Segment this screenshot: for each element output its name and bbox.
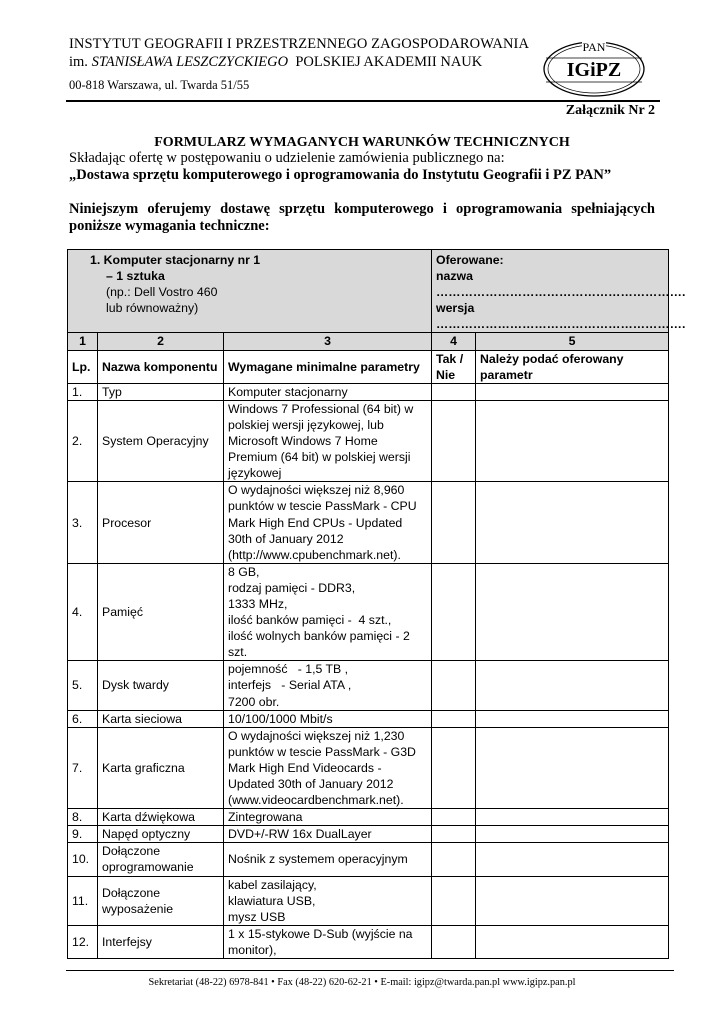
param-line: ilość wolnych banków pamięci - 2 szt. (228, 629, 414, 660)
param-line: klawiatura USB, (228, 893, 316, 908)
patron-prefix: im. (69, 54, 92, 70)
param-line: rodzaj pamięci - DDR3, (228, 580, 356, 595)
row-yes-no-field[interactable] (432, 925, 476, 958)
row-yes-no-field[interactable] (432, 482, 476, 563)
table-row (68, 843, 669, 876)
row-yes-no-field[interactable] (432, 809, 476, 826)
logo-pan-text: PAN (582, 40, 606, 54)
row-yes-no-field[interactable] (432, 727, 476, 808)
row-required-params: 10/100/1000 Mbit/s (224, 710, 432, 727)
offered-label: Oferowane: (436, 253, 504, 267)
table-row (68, 876, 669, 925)
row-component-name: Interfejsy (98, 925, 224, 958)
row-lp: 8. (68, 809, 98, 826)
param-line: interfejs - Serial ATA , (228, 678, 352, 693)
row-lp: 3. (68, 482, 98, 563)
row-yes-no-field[interactable] (432, 843, 476, 876)
item-quantity: – 1 sztuka (106, 269, 165, 284)
col-number-3: 3 (224, 333, 432, 350)
row-component-name: System Operacyjny (98, 400, 224, 481)
row-offered-param-field[interactable] (476, 710, 669, 727)
row-component-name: Dysk twardy (98, 661, 224, 710)
institute-patron (69, 54, 482, 71)
table-row (68, 925, 669, 958)
row-yes-no-field[interactable] (432, 876, 476, 925)
row-yes-no-field[interactable] (432, 826, 476, 843)
row-yes-no-field[interactable] (432, 400, 476, 481)
row-lp: 7. (68, 727, 98, 808)
row-required-params: Nośnik z systemem operacyjnym (224, 843, 432, 876)
row-required-params: DVD+/-RW 16x DualLayer (224, 826, 432, 843)
igipz-logo (542, 38, 646, 98)
table-row (68, 661, 669, 710)
row-component-name: Napęd optyczny (98, 826, 224, 843)
row-component-name: Typ (98, 383, 224, 400)
row-offered-param-field[interactable] (476, 563, 669, 661)
item-example: (np.: Dell Vostro 460 (106, 285, 218, 300)
table-row (68, 482, 669, 563)
table-row (68, 727, 669, 808)
col-number-5: 5 (476, 333, 669, 350)
row-yes-no-field[interactable] (432, 563, 476, 661)
row-offered-param-field[interactable] (476, 482, 669, 563)
row-lp: 11. (68, 876, 98, 925)
row-component-name: Dołączone wyposażenie (98, 876, 224, 925)
offer-statement: Niniejszym oferujemy dostawę sprzętu komputerowego i oprogramowania spełniających poniższe wymagania techniczne: (69, 201, 655, 234)
row-lp: 12. (68, 925, 98, 958)
row-component-name: Karta dźwiękowa (98, 809, 224, 826)
item-title: 1. Komputer stacjonarny nr 1 (90, 253, 261, 267)
row-required-params: Komputer stacjonarny (224, 383, 432, 400)
col-number-4: 4 (432, 333, 476, 350)
table-row (68, 383, 669, 400)
row-offered-param-field[interactable] (476, 876, 669, 925)
intro-line: Składając ofertę w postępowaniu o udzielenie zamówienia publicznego na: (69, 150, 505, 166)
offered-version-field[interactable]: wersja ……………………………………………………. (436, 301, 686, 332)
logo-igipz-text: IGiPZ (566, 59, 622, 81)
header-rule (66, 100, 660, 102)
row-required-params (224, 661, 432, 710)
requirements-rows (68, 383, 669, 958)
table-row (68, 710, 669, 727)
item-description-cell (68, 250, 432, 333)
row-lp: 5. (68, 661, 98, 710)
col-number-1: 1 (68, 333, 98, 350)
row-required-params: O wydajności większej niż 1,230 punktów w tescie PassMark - G3D Mark High End Videocards - Updated 30th of January 2012 (www.videocardbenchmark.net). (224, 727, 432, 808)
row-lp: 4. (68, 563, 98, 661)
academy-name: POLSKIEJ AKADEMII NAUK (288, 54, 483, 70)
param-line: kabel zasilający, (228, 877, 317, 892)
row-lp: 1. (68, 383, 98, 400)
header-lp: Lp. (68, 350, 98, 383)
row-lp: 2. (68, 400, 98, 481)
header-component: Nazwa komponentu (98, 350, 224, 383)
row-offered-param-field[interactable] (476, 809, 669, 826)
header-params: Wymagane minimalne parametry (224, 350, 432, 383)
header-yes-no: Tak / Nie (432, 350, 476, 383)
item-equivalent: lub równoważny) (106, 301, 199, 316)
tender-subject: „Dostawa sprzętu komputerowego i oprogramowania do Instytutu Geografii i PZ PAN” (69, 167, 612, 183)
row-required-params: 1 x 15-stykowe D-Sub (wyjście na monitor), (224, 925, 432, 958)
row-required-params: O wydajności większej niż 8,960 punktów w tescie PassMark - CPU Mark High End CPUs - Updated 30th of January 2012 (http://www.cpubenchmark.net). (224, 482, 432, 563)
col-number-2: 2 (98, 333, 224, 350)
param-line: pojemność - 1,5 TB , (228, 662, 349, 677)
column-header-row (68, 350, 669, 383)
row-component-name: Pamięć (98, 563, 224, 661)
technical-requirements-table (67, 249, 686, 959)
row-offered-param-field[interactable] (476, 661, 669, 710)
attachment-label: Załącznik Nr 2 (565, 103, 655, 118)
row-offered-param-field[interactable] (476, 400, 669, 481)
row-offered-param-field[interactable] (476, 383, 669, 400)
item-header-row (68, 250, 669, 333)
row-offered-param-field[interactable] (476, 727, 669, 808)
offered-cell (432, 250, 686, 333)
row-lp: 10. (68, 843, 98, 876)
table-row (68, 826, 669, 843)
footer-contacts: Sekretariat (48-22) 6978-841 • Fax (48-22) 620-62-21 • E-mail: igipz@twarda.pan.pl www.igipz.pan.pl (148, 977, 576, 988)
row-lp: 9. (68, 826, 98, 843)
row-required-params: Zintegrowana (224, 809, 432, 826)
param-line: mysz USB (228, 909, 286, 924)
header-offered-param: Należy podać oferowany parametr (476, 350, 669, 383)
row-offered-param-field[interactable] (476, 843, 669, 876)
patron-name: STANISŁAWA LESZCZYCKIEGO (91, 54, 289, 70)
row-offered-param-field[interactable] (476, 925, 669, 958)
row-required-params (224, 563, 432, 661)
row-component-name: Dołączone oprogramowanie (98, 843, 224, 876)
row-required-params: Windows 7 Professional (64 bit) w polskiej wersji językowej, lub Microsoft Windows 7 Home Premium (64 bit) w polskiej wersji językowej (224, 400, 432, 481)
table-row (68, 400, 669, 481)
row-yes-no-field[interactable] (432, 661, 476, 710)
row-component-name: Karta graficzna (98, 727, 224, 808)
row-lp: 6. (68, 710, 98, 727)
footer-rule (66, 970, 674, 971)
row-yes-no-field[interactable] (432, 383, 476, 400)
row-yes-no-field[interactable] (432, 710, 476, 727)
table-row (68, 563, 669, 661)
row-required-params (224, 876, 432, 925)
param-line: 1333 MHz, (228, 596, 288, 611)
offered-name-field[interactable]: nazwa ……………………………………………………. (436, 269, 686, 300)
row-component-name: Procesor (98, 482, 224, 563)
param-line: 7200 obr. (228, 694, 280, 709)
institute-name: INSTYTUT GEOGRAFII I PRZESTRZENNEGO ZAGOSPODAROWANIA (69, 36, 530, 52)
param-line: ilość banków pamięci - 4 szt., (228, 613, 392, 628)
column-number-row (68, 333, 669, 350)
institute-address: 00-818 Warszawa, ul. Twarda 51/55 (69, 78, 250, 92)
row-component-name: Karta sieciowa (98, 710, 224, 727)
form-title: FORMULARZ WYMAGANYCH WARUNKÓW TECHNICZNYCH (154, 135, 570, 150)
table-row (68, 809, 669, 826)
row-offered-param-field[interactable] (476, 826, 669, 843)
param-line: 8 GB, (228, 564, 260, 579)
